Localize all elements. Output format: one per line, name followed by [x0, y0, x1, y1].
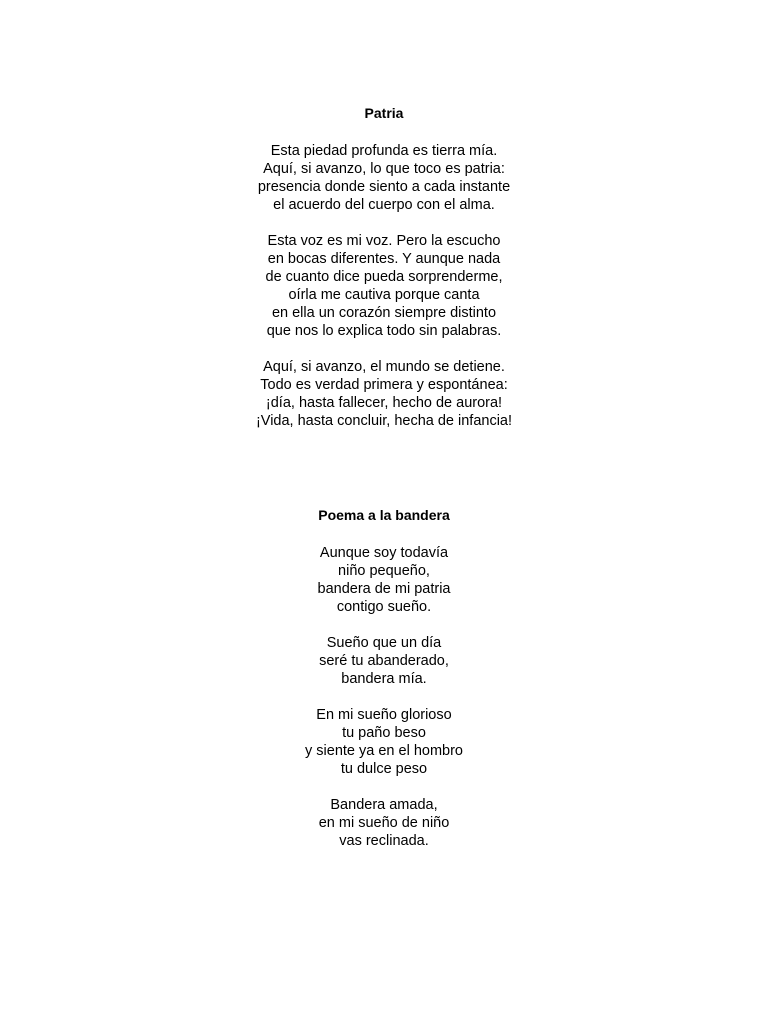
poem-patria [0, 104, 768, 448]
verse-line: tu dulce peso [340, 761, 428, 777]
verse-line: niño pequeño, [338, 563, 430, 579]
verse-line: el acuerdo del cuerpo con el alma. [273, 197, 495, 213]
verse-line: bandera de mi patria [317, 581, 451, 597]
verse-line: Sueño que un día [326, 635, 442, 651]
verse-line: presencia donde siento a cada instante [257, 179, 511, 195]
verse-line: en ella un corazón siempre distinto [271, 305, 497, 321]
verse-line: Esta voz es mi voz. Pero la escucho [267, 233, 501, 249]
verse-line: vas reclinada. [339, 833, 429, 849]
stanza [0, 706, 768, 778]
poem-bandera [0, 506, 768, 868]
verse-line: En mi sueño glorioso [316, 707, 452, 723]
verse-line: que nos lo explica todo sin palabras. [266, 323, 502, 339]
poem-title: Patria [364, 105, 404, 121]
stanza [0, 634, 768, 688]
stanza [0, 544, 768, 616]
stanza [0, 232, 768, 340]
verse-line: Aquí, si avanzo, lo que toco es patria: [263, 161, 505, 177]
verse-line: bandera mía. [341, 671, 427, 687]
stanza [0, 796, 768, 850]
verse-line: oírla me cautiva porque canta [288, 287, 480, 303]
stanza [0, 142, 768, 214]
stanza [0, 358, 768, 430]
verse-line: en bocas diferentes. Y aunque nada [267, 251, 501, 267]
poem-title: Poema a la bandera [318, 507, 450, 523]
verse-line: contigo sueño. [336, 599, 432, 615]
verse-line: seré tu abanderado, [319, 653, 449, 669]
verse-line: Aunque soy todavía [319, 545, 449, 561]
verse-line: de cuanto dice pueda sorprenderme, [265, 269, 503, 285]
verse-line: Esta piedad profunda es tierra mía. [270, 143, 498, 159]
verse-line: Bandera amada, [330, 797, 438, 813]
verse-line: y siente ya en el hombro [305, 743, 463, 759]
verse-line: Todo es verdad primera y espontánea: [260, 377, 508, 393]
verse-line: ¡Vida, hasta concluir, hecha de infancia! [255, 413, 513, 429]
verse-line: Aquí, si avanzo, el mundo se detiene. [263, 359, 505, 375]
verse-line: en mi sueño de niño [318, 815, 450, 831]
verse-line: ¡día, hasta fallecer, hecho de aurora! [265, 395, 503, 411]
verse-line: tu paño beso [342, 725, 426, 741]
